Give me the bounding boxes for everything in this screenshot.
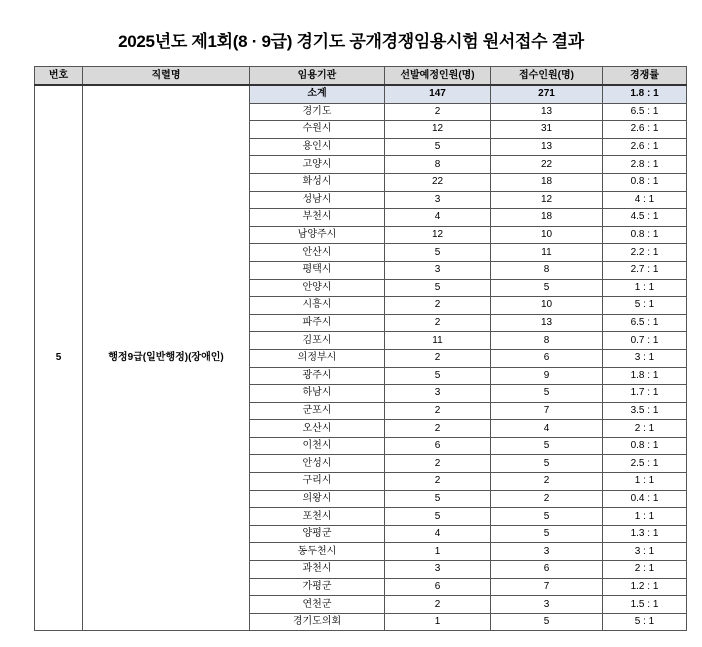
planned-count-cell: 2	[385, 596, 491, 614]
page-title: 2025년도 제1회(8 · 9급) 경기도 공개경쟁임용시험 원서접수 결과	[118, 32, 584, 51]
planned-count-cell: 4	[385, 209, 491, 227]
competition-ratio-cell: 4 : 1	[603, 191, 687, 209]
applicants-count-cell: 8	[491, 332, 603, 350]
applicants-count-cell: 10	[491, 297, 603, 315]
agency-cell: 평택시	[250, 261, 385, 279]
applicants-count-cell: 2	[491, 473, 603, 491]
competition-ratio-cell: 0.8 : 1	[603, 173, 687, 191]
planned-count-cell: 22	[385, 173, 491, 191]
competition-ratio-cell: 0.8 : 1	[603, 437, 687, 455]
planned-count-cell: 5	[385, 367, 491, 385]
agency-cell: 안산시	[250, 244, 385, 262]
competition-ratio-cell: 2.8 : 1	[603, 156, 687, 174]
applicants-count-cell: 10	[491, 226, 603, 244]
applicants-count-cell: 9	[491, 367, 603, 385]
applicants-count-cell: 7	[491, 402, 603, 420]
header-ratio: 경쟁률	[603, 67, 687, 86]
planned-count-cell: 11	[385, 332, 491, 350]
competition-ratio-cell: 6.5 : 1	[603, 314, 687, 332]
planned-count-cell: 2	[385, 349, 491, 367]
applicants-count-cell: 13	[491, 103, 603, 121]
agency-cell: 성남시	[250, 191, 385, 209]
agency-cell: 수원시	[250, 121, 385, 139]
planned-count-cell: 5	[385, 244, 491, 262]
planned-count-cell: 2	[385, 455, 491, 473]
applicants-count-cell: 4	[491, 420, 603, 438]
applicants-count-cell: 8	[491, 261, 603, 279]
applicants-count-cell: 5	[491, 437, 603, 455]
agency-cell: 경기도의회	[250, 613, 385, 631]
planned-count-cell: 2	[385, 473, 491, 491]
competition-ratio-cell: 2.6 : 1	[603, 121, 687, 139]
agency-cell: 화성시	[250, 173, 385, 191]
planned-count-cell: 6	[385, 437, 491, 455]
planned-count-cell: 2	[385, 420, 491, 438]
applicants-count-cell: 5	[491, 525, 603, 543]
agency-cell: 오산시	[250, 420, 385, 438]
planned-count-cell: 1	[385, 613, 491, 631]
planned-count-cell: 2	[385, 297, 491, 315]
agency-cell: 하남시	[250, 385, 385, 403]
header-planned: 선발예정인원(명)	[385, 67, 491, 86]
planned-count-cell: 5	[385, 490, 491, 508]
agency-cell: 안양시	[250, 279, 385, 297]
competition-ratio-cell: 1.8 : 1	[603, 367, 687, 385]
agency-cell: 파주시	[250, 314, 385, 332]
subtotal-ratio-cell: 1.8 : 1	[603, 85, 687, 103]
agency-cell: 군포시	[250, 402, 385, 420]
agency-cell: 의왕시	[250, 490, 385, 508]
competition-ratio-cell: 3.5 : 1	[603, 402, 687, 420]
applicants-count-cell: 5	[491, 279, 603, 297]
planned-count-cell: 3	[385, 561, 491, 579]
agency-cell: 구리시	[250, 473, 385, 491]
agency-cell: 이천시	[250, 437, 385, 455]
applicants-count-cell: 5	[491, 613, 603, 631]
agency-cell: 용인시	[250, 138, 385, 156]
agency-cell: 동두천시	[250, 543, 385, 561]
applicants-count-cell: 6	[491, 561, 603, 579]
planned-count-cell: 5	[385, 279, 491, 297]
planned-count-cell: 8	[385, 156, 491, 174]
planned-count-cell: 5	[385, 508, 491, 526]
competition-ratio-cell: 2.6 : 1	[603, 138, 687, 156]
competition-ratio-cell: 1.5 : 1	[603, 596, 687, 614]
applicants-count-cell: 3	[491, 596, 603, 614]
planned-count-cell: 1	[385, 543, 491, 561]
planned-count-cell: 3	[385, 191, 491, 209]
applicants-count-cell: 11	[491, 244, 603, 262]
planned-count-cell: 6	[385, 578, 491, 596]
agency-cell: 과천시	[250, 561, 385, 579]
subtotal-planned-cell: 147	[385, 85, 491, 103]
application-results-table	[34, 66, 687, 631]
agency-cell: 의정부시	[250, 349, 385, 367]
competition-ratio-cell: 5 : 1	[603, 297, 687, 315]
planned-count-cell: 5	[385, 138, 491, 156]
competition-ratio-cell: 5 : 1	[603, 613, 687, 631]
agency-cell: 고양시	[250, 156, 385, 174]
planned-count-cell: 4	[385, 525, 491, 543]
competition-ratio-cell: 0.7 : 1	[603, 332, 687, 350]
applicants-count-cell: 6	[491, 349, 603, 367]
agency-cell: 부천시	[250, 209, 385, 227]
applicants-count-cell: 5	[491, 385, 603, 403]
competition-ratio-cell: 1 : 1	[603, 508, 687, 526]
group-series-cell: 행정9급(일반행정)(장애인)	[83, 85, 250, 631]
header-agency: 임용기관	[250, 67, 385, 86]
agency-cell: 김포시	[250, 332, 385, 350]
competition-ratio-cell: 2.5 : 1	[603, 455, 687, 473]
applicants-count-cell: 22	[491, 156, 603, 174]
applicants-count-cell: 12	[491, 191, 603, 209]
applicants-count-cell: 7	[491, 578, 603, 596]
planned-count-cell: 3	[385, 385, 491, 403]
applicants-count-cell: 13	[491, 314, 603, 332]
agency-cell: 연천군	[250, 596, 385, 614]
applicants-count-cell: 31	[491, 121, 603, 139]
competition-ratio-cell: 1.3 : 1	[603, 525, 687, 543]
agency-cell: 양평군	[250, 525, 385, 543]
competition-ratio-cell: 3 : 1	[603, 349, 687, 367]
agency-cell: 남양주시	[250, 226, 385, 244]
competition-ratio-cell: 1.2 : 1	[603, 578, 687, 596]
planned-count-cell: 2	[385, 402, 491, 420]
applicants-count-cell: 18	[491, 209, 603, 227]
competition-ratio-cell: 2.2 : 1	[603, 244, 687, 262]
competition-ratio-cell: 6.5 : 1	[603, 103, 687, 121]
header-series: 직렬명	[83, 67, 250, 86]
applicants-count-cell: 13	[491, 138, 603, 156]
applicants-count-cell: 5	[491, 508, 603, 526]
planned-count-cell: 12	[385, 226, 491, 244]
competition-ratio-cell: 4.5 : 1	[603, 209, 687, 227]
competition-ratio-cell: 0.8 : 1	[603, 226, 687, 244]
competition-ratio-cell: 2 : 1	[603, 420, 687, 438]
agency-cell: 경기도	[250, 103, 385, 121]
competition-ratio-cell: 0.4 : 1	[603, 490, 687, 508]
competition-ratio-cell: 2.7 : 1	[603, 261, 687, 279]
subtotal-label-cell: 소계	[250, 85, 385, 103]
applicants-count-cell: 2	[491, 490, 603, 508]
competition-ratio-cell: 1 : 1	[603, 279, 687, 297]
header-applicants: 접수인원(명)	[491, 67, 603, 86]
applicants-count-cell: 18	[491, 173, 603, 191]
table-header-row	[35, 67, 687, 86]
competition-ratio-cell: 1 : 1	[603, 473, 687, 491]
planned-count-cell: 2	[385, 314, 491, 332]
planned-count-cell: 12	[385, 121, 491, 139]
group-number-cell: 5	[35, 85, 83, 631]
planned-count-cell: 2	[385, 103, 491, 121]
agency-cell: 광주시	[250, 367, 385, 385]
agency-cell: 포천시	[250, 508, 385, 526]
subtotal-row	[35, 85, 687, 103]
competition-ratio-cell: 3 : 1	[603, 543, 687, 561]
agency-cell: 시흥시	[250, 297, 385, 315]
planned-count-cell: 3	[385, 261, 491, 279]
applicants-count-cell: 5	[491, 455, 603, 473]
competition-ratio-cell: 2 : 1	[603, 561, 687, 579]
agency-cell: 안성시	[250, 455, 385, 473]
applicants-count-cell: 3	[491, 543, 603, 561]
agency-cell: 가평군	[250, 578, 385, 596]
competition-ratio-cell: 1.7 : 1	[603, 385, 687, 403]
subtotal-applicants-cell: 271	[491, 85, 603, 103]
header-number: 번호	[35, 67, 83, 86]
